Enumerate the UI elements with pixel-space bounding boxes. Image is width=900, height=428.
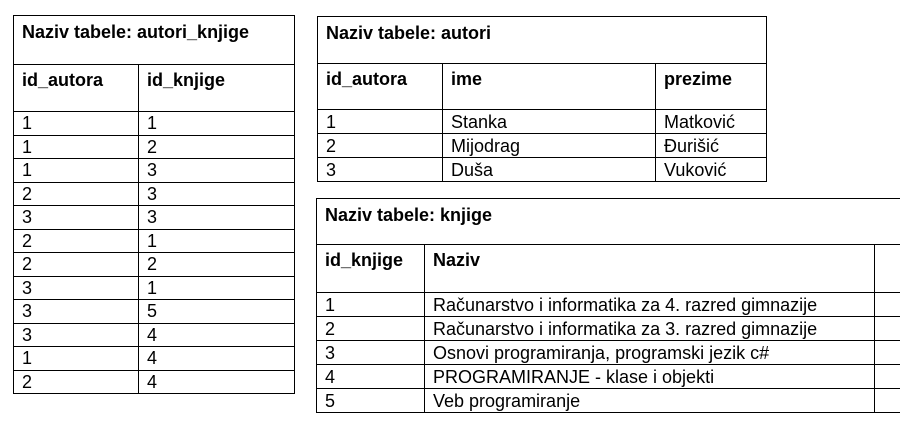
table-row [14,300,295,324]
cell-id-autora: 1 [318,110,443,134]
cell-id-knjige: 4 [317,365,425,389]
column-header-id-knjige: id_knjige [317,245,425,293]
table-header-row [318,64,767,110]
table-title: Naziv tabele: knjige [317,199,900,245]
table-row [14,182,295,206]
column-header-ime: ime [443,64,656,110]
cell-extra [875,365,900,389]
column-header-id-autora: id_autora [14,65,139,112]
table-row [318,134,767,158]
table-row [14,229,295,253]
cell-id-autora: 1 [14,159,139,183]
cell-id-knjige: 1 [317,293,425,317]
cell-id-autora: 3 [14,206,139,230]
table-title: Naziv tabele: autori_knjige [14,16,295,65]
cell-id-autora: 1 [14,112,139,136]
table-title-row [318,17,767,64]
cell-naziv: Veb programiranje [425,389,875,413]
cell-id-knjige: 1 [139,112,295,136]
table-row [14,276,295,300]
cell-id-autora: 3 [318,158,443,182]
table-knjige-viewport [316,198,900,418]
table-row [318,110,767,134]
cell-id-autora: 2 [318,134,443,158]
table-row [318,158,767,182]
cell-id-knjige: 3 [317,341,425,365]
table-header-row [14,65,295,112]
cell-naziv: Računarstvo i informatika za 4. razred gimnazije [425,293,875,317]
table-row [14,370,295,394]
cell-id-knjige: 2 [139,253,295,277]
cell-id-knjige: 4 [139,323,295,347]
cell-ime: Stanka [443,110,656,134]
table-row [14,347,295,371]
cell-extra [875,317,900,341]
cell-id-knjige: 5 [139,300,295,324]
cell-id-autora: 3 [14,276,139,300]
table-row [317,341,900,365]
table-title-row [14,16,295,65]
cell-ime: Duša [443,158,656,182]
table-title: Naziv tabele: autori [318,17,767,64]
cell-prezime: Đurišić [656,134,767,158]
cell-id-knjige: 4 [139,347,295,371]
table-knjige [316,198,900,413]
cell-naziv: Računarstvo i informatika za 3. razred gimnazije [425,317,875,341]
cell-id-autora: 2 [14,182,139,206]
table-row [14,253,295,277]
cell-id-knjige: 3 [139,206,295,230]
table-row [14,135,295,159]
table-autori [317,16,767,182]
table-row [317,389,900,413]
cell-naziv: PROGRAMIRANJE - klase i objekti [425,365,875,389]
table-row [14,206,295,230]
cell-id-autora: 1 [14,347,139,371]
cell-id-autora: 2 [14,229,139,253]
cell-id-knjige: 4 [139,370,295,394]
table-row [317,293,900,317]
table-row [14,112,295,136]
cell-extra [875,341,900,365]
column-header-id-autora: id_autora [318,64,443,110]
column-header-id-knjige: id_knjige [139,65,295,112]
cell-id-knjige: 5 [317,389,425,413]
table-row [317,365,900,389]
cell-id-knjige: 2 [317,317,425,341]
cell-prezime: Matković [656,110,767,134]
cell-extra [875,293,900,317]
cell-id-autora: 1 [14,135,139,159]
table-row [14,323,295,347]
table-row [14,159,295,183]
cell-id-autora: 3 [14,323,139,347]
cell-extra [875,389,900,413]
table-title-row [317,199,900,245]
cell-id-autora: 2 [14,253,139,277]
table-autori-knjige [13,15,295,394]
cell-ime: Mijodrag [443,134,656,158]
column-header-extra [875,245,900,293]
cell-naziv: Osnovi programiranja, programski jezik c# [425,341,875,365]
cell-prezime: Vuković [656,158,767,182]
cell-id-knjige: 3 [139,182,295,206]
cell-id-knjige: 1 [139,229,295,253]
cell-id-autora: 2 [14,370,139,394]
cell-id-knjige: 3 [139,159,295,183]
cell-id-knjige: 2 [139,135,295,159]
table-header-row [317,245,900,293]
cell-id-autora: 3 [14,300,139,324]
column-header-naziv: Naziv [425,245,875,293]
cell-id-knjige: 1 [139,276,295,300]
table-row [317,317,900,341]
column-header-prezime: prezime [656,64,767,110]
